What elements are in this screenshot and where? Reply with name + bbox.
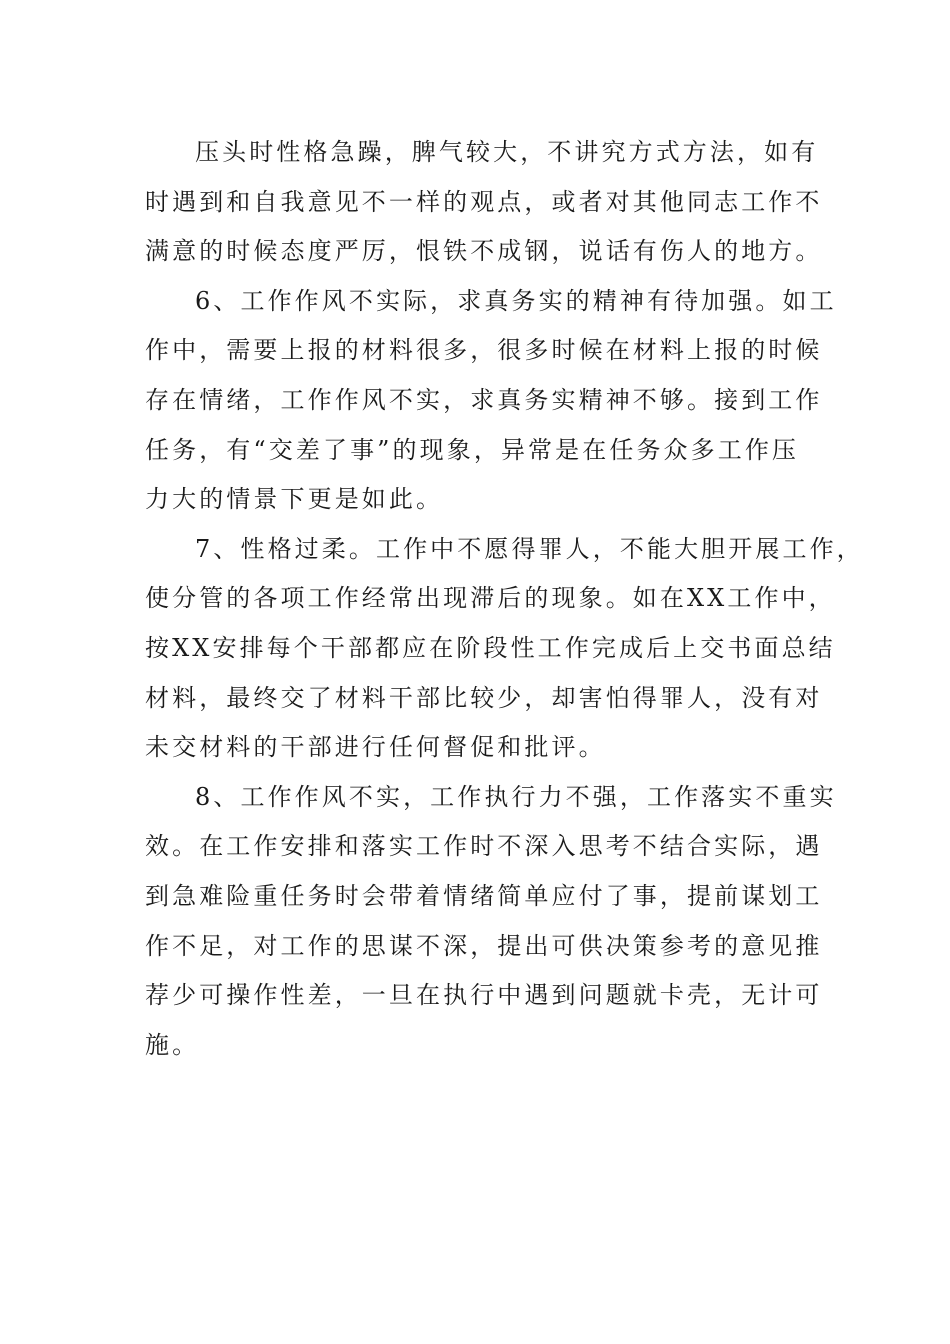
text-line: 压头时性格急躁，脾气较大，不讲究方式方法，如有 <box>195 138 819 166</box>
text-line: 按XX安排每个干部都应在阶段性工作完成后上交书面总结 <box>145 633 836 662</box>
text-line: 作中，需要上报的材料很多，很多时候在材料上报的时候 <box>145 336 823 365</box>
text-line: 时遇到和自我意见不一样的观点，或者对其他同志工作不 <box>145 187 823 216</box>
document-body <box>145 128 864 1070</box>
text-line: 作不足，对工作的思谋不深，提出可供决策参考的意见推 <box>145 931 823 960</box>
text-line: 任务，有“交差了事”的现象，异常是在任务众多工作压 <box>145 435 800 464</box>
text-line: 未交材料的干部进行任何督促和批评。 <box>145 733 606 762</box>
text-line: 到急难险重任务时会带着情绪简单应付了事，提前谋划工 <box>145 881 823 910</box>
text-line: 8、工作作风不实，工作执行力不强，工作落实不重实 <box>195 782 837 811</box>
text-line: 荐少可操作性差，一旦在执行中遇到问题就卡壳，无计可 <box>145 981 823 1010</box>
text-line: 材料，最终交了材料干部比较少，却害怕得罪人，没有对 <box>145 683 823 712</box>
text-line: 力大的情景下更是如此。 <box>145 485 444 514</box>
text-line: 使分管的各项工作经常出现滞后的现象。如在XX工作中， <box>145 584 836 613</box>
text-line: 7、性格过柔。工作中不愿得罪人，不能大胆开展工作， <box>195 534 864 563</box>
text-line: 6、工作作风不实际，求真务实的精神有待加强。如工 <box>195 286 837 315</box>
text-line: 满意的时候态度严厉，恨铁不成钢，说话有伤人的地方。 <box>145 237 823 266</box>
text-line: 效。在工作安排和落实工作时不深入思考不结合实际，遇 <box>145 832 823 861</box>
text-line: 施。 <box>145 1030 200 1059</box>
text-line: 存在情绪，工作作风不实，求真务实精神不够。接到工作 <box>145 385 823 414</box>
